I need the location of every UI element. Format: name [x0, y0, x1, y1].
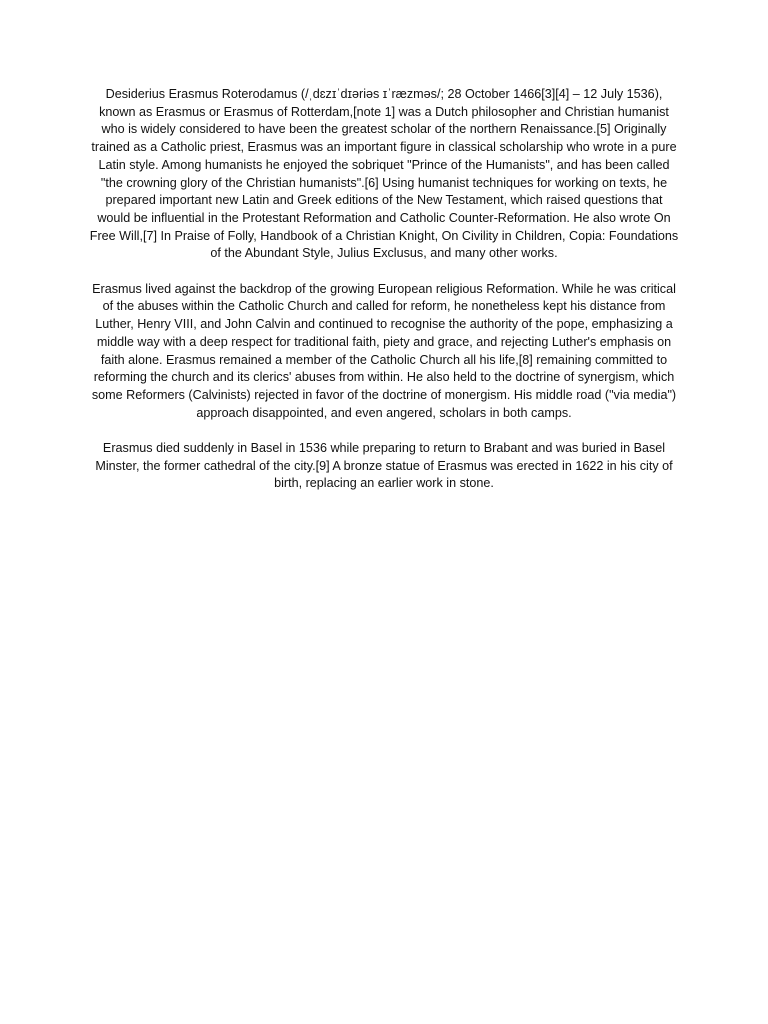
paragraph-intro: Desiderius Erasmus Roterodamus (/ˌdɛzɪˈdɪəriəs ɪˈræzməs/; 28 October 1466[3][4] – 12 July 1536), known as Erasmus or Erasmus of Rotterdam,[note 1] was a Dutch philosopher and Christian humanist who is widely considered to have been the greatest scholar of the northern Renaissance.[5] Originally trained as a Catholic priest, Erasmus was an important figure in classical scholarship who wrote in a pure Latin style. Among humanists he enjoyed the sobriquet "Prince of the Humanists", and has been called "the crowning glory of the Christian humanists".[6] Using humanist techniques for working on texts, he prepared important new Latin and Greek editions of the New Testament, which raised questions that would be influential in the Protestant Reformation and Catholic Counter-Reformation. He also wrote On Free Will,[7] In Praise of Folly, Handbook of a Christian Knight, On Civility in Children, Copia: Foundations of the Abundant Style, Julius Exclusus, and many other works.	[89, 87, 679, 261]
paragraph-death: Erasmus died suddenly in Basel in 1536 while preparing to return to Brabant and was buried in Basel Minster, the former cathedral of the city.[9] A bronze statue of Erasmus was erected in 1622 in his city of birth, replacing an earlier work in stone.	[95, 441, 673, 491]
document-body	[88, 86, 680, 511]
paragraph-reformation: Erasmus lived against the backdrop of the growing European religious Reformation. While he was critical of the abuses within the Catholic Church and called for reform, he nonetheless kept his distance from Luther, Henry VIII, and John Calvin and continued to recognise the authority of the pope, emphasizing a middle way with a deep respect for traditional faith, piety and grace, and rejecting Luther's emphasis on faith alone. Erasmus remained a member of the Catholic Church all his life,[8] remaining committed to reforming the church and its clerics' abuses from within. He also held to the doctrine of synergism, which some Reformers (Calvinists) rejected in favor of the doctrine of monergism. His middle road ("via media") approach disappointed, and even angered, scholars in both camps.	[91, 281, 677, 420]
